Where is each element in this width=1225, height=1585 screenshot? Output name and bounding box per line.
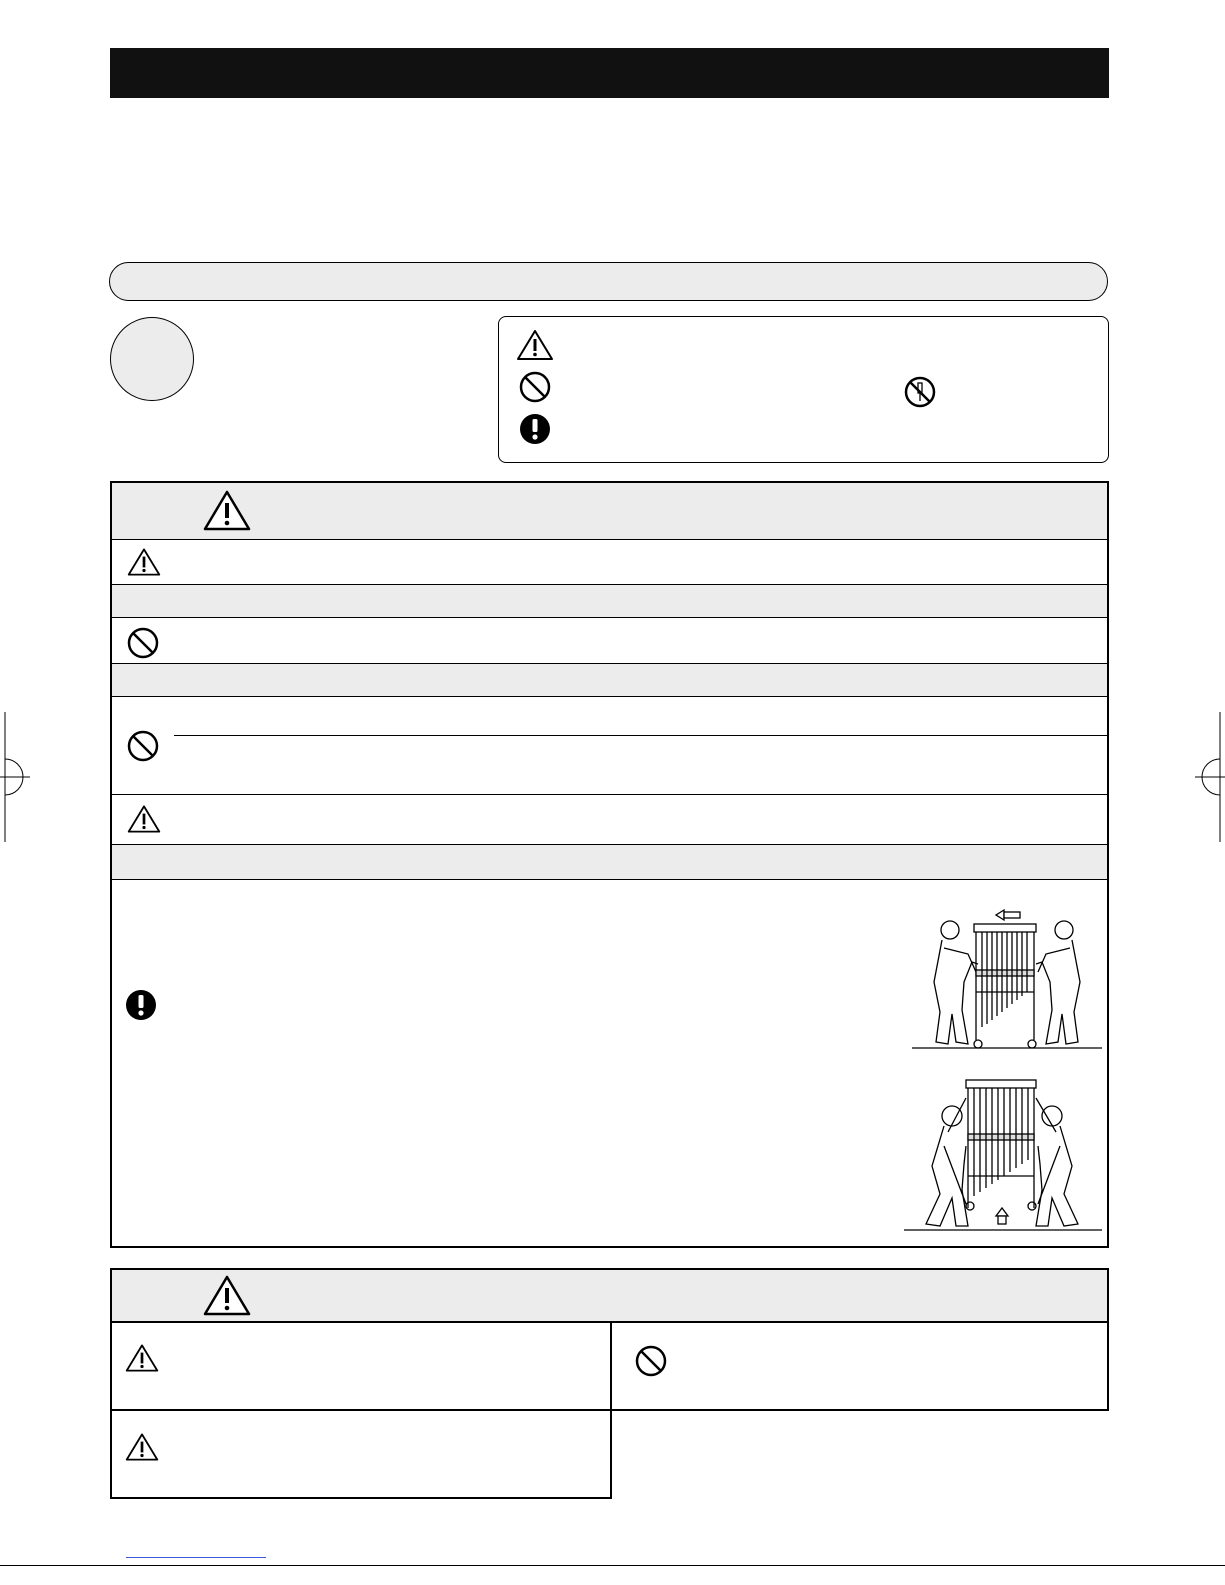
moving-instrument-illustration-icon bbox=[912, 902, 1102, 1052]
warning-triangle-icon bbox=[124, 1431, 160, 1463]
caution-item-cell bbox=[110, 1321, 612, 1411]
registration-mark-left bbox=[0, 712, 30, 842]
lifting-instrument-illustration-icon bbox=[904, 1076, 1102, 1236]
warning-panel-header bbox=[112, 483, 1107, 540]
prohibition-circle-icon bbox=[126, 729, 160, 763]
mandatory-exclamation-icon bbox=[515, 412, 555, 446]
page-title-bar bbox=[110, 48, 1109, 98]
warning-item-row bbox=[112, 540, 1107, 585]
prohibition-circle-icon bbox=[126, 626, 160, 660]
legend-row-prohibited bbox=[515, 369, 567, 405]
mandatory-exclamation-icon bbox=[124, 988, 158, 1022]
caution-item-cell bbox=[610, 1321, 1109, 1411]
warning-subheading-row bbox=[112, 585, 1107, 618]
legend-row-warning bbox=[515, 327, 567, 363]
item-divider-line bbox=[174, 735, 1107, 736]
warning-triangle-icon bbox=[202, 1274, 252, 1318]
warning-item-row bbox=[112, 618, 1107, 664]
warning-item-row bbox=[112, 880, 1107, 1246]
no-disassembly-icon bbox=[903, 375, 937, 409]
warning-subheading-row bbox=[112, 664, 1107, 697]
warning-triangle-icon bbox=[126, 546, 162, 578]
page-marker-line bbox=[126, 1557, 266, 1558]
warning-triangle-icon bbox=[126, 803, 162, 835]
warning-triangle-icon bbox=[515, 328, 555, 362]
warning-panel bbox=[110, 481, 1109, 1248]
caution-panel-header bbox=[112, 1270, 1107, 1323]
caution-item-cell bbox=[110, 1409, 612, 1499]
registration-mark-right bbox=[1195, 712, 1225, 842]
warning-triangle-icon bbox=[124, 1342, 160, 1374]
warning-subheading-row bbox=[112, 845, 1107, 880]
section-header bbox=[109, 262, 1108, 301]
warning-item-row bbox=[112, 795, 1107, 845]
warning-triangle-icon bbox=[202, 489, 252, 533]
section-circle-mark bbox=[110, 317, 194, 401]
symbol-legend-box bbox=[498, 316, 1109, 463]
warning-item-row bbox=[112, 697, 1107, 795]
prohibition-circle-icon bbox=[634, 1344, 668, 1378]
prohibition-circle-icon bbox=[515, 370, 555, 404]
legend-row-mandatory bbox=[515, 411, 567, 447]
page-trim-line bbox=[0, 1565, 1225, 1566]
